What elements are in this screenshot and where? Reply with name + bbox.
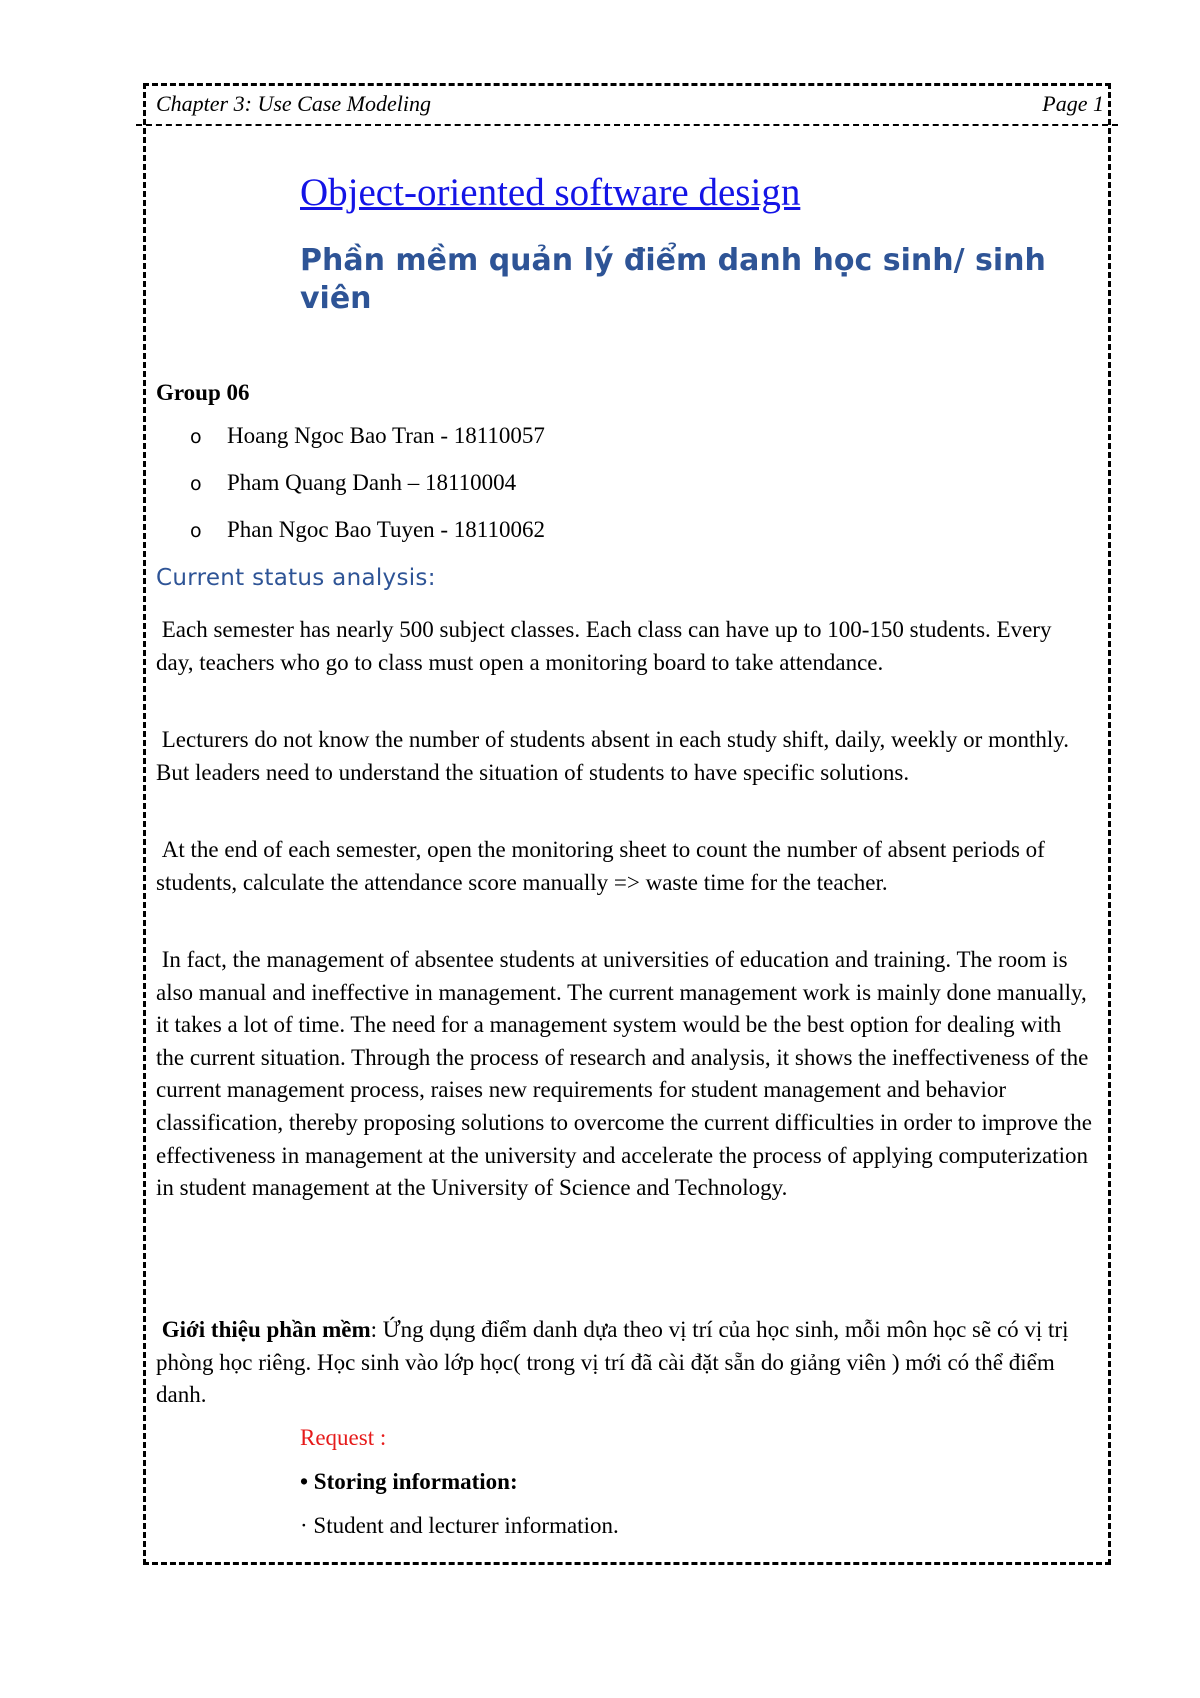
list-item <box>190 517 545 564</box>
header-chapter: Chapter 3: Use Case Modeling <box>156 91 431 116</box>
member-name: Phan Ngoc Bao Tuyen - 18110062 <box>227 517 545 542</box>
software-intro-text: : Ứng dụng điểm danh dựa theo vị trí của học sinh, mỗi môn học sẽ có vị trị phòng học riêng. Học sinh vào lớp học( trong vị trí đã cài đặt sẵn do giảng viên ) mới có thể điểm danh. <box>156 1317 1075 1408</box>
analysis-paragraph: In fact, the management of absentee students at universities of education and training. The room is also manual and ineffective in management. The current management work is mainly done manually, it takes a lot of time. The need for a management system would be the best option for dealing with the current situation. Through the process of research and analysis, it shows the ineffectiveness of the current management process, raises new requirements for student management and behavior classification, thereby proposing solutions to overcome the current difficulties in order to improve the effectiveness in management at the university and accelerate the process of applying computerization in student management at the University of Science and Technology. <box>156 947 1098 1201</box>
software-intro-label: Giới thiệu phần mềm <box>156 1317 371 1342</box>
member-name: Pham Quang Danh – 18110004 <box>227 470 517 495</box>
analysis-heading: Current status analysis: <box>156 565 436 591</box>
bullet-icon: o <box>190 520 202 542</box>
storing-information-heading: • Storing information: <box>300 1469 518 1494</box>
analysis-paragraph: At the end of each semester, open the monitoring sheet to count the number of absent periods of students, calculate the attendance score manually => waste time for the teacher. <box>156 837 1051 895</box>
group-label: Group 06 <box>156 380 250 405</box>
document-title: Object-oriented software design <box>300 171 801 214</box>
member-name: Hoang Ngoc Bao Tran - 18110057 <box>227 423 545 448</box>
header-page-number: Page 1 <box>1042 91 1104 116</box>
analysis-paragraph: Lecturers do not know the number of students absent in each study shift, daily, weekly or monthly. But leaders need to understand the situation of students to have specific solutions. <box>156 727 1075 785</box>
list-item <box>190 470 545 517</box>
document-subtitle: Phần mềm quản lý điểm danh học sinh/ sinh viên <box>300 243 1046 316</box>
list-item <box>190 423 545 470</box>
request-label: Request : <box>300 1425 387 1450</box>
member-list <box>190 423 545 564</box>
software-intro <box>156 1314 1092 1412</box>
bullet-icon: o <box>190 426 202 448</box>
request-item: · Student and lecturer information. <box>300 1513 619 1538</box>
header-divider <box>136 124 1118 126</box>
bullet-icon: o <box>190 473 202 495</box>
analysis-paragraph: Each semester has nearly 500 subject classes. Each class can have up to 100-150 students. Every day, teachers who go to class must open a monitoring board to take attendance. <box>156 617 1058 675</box>
